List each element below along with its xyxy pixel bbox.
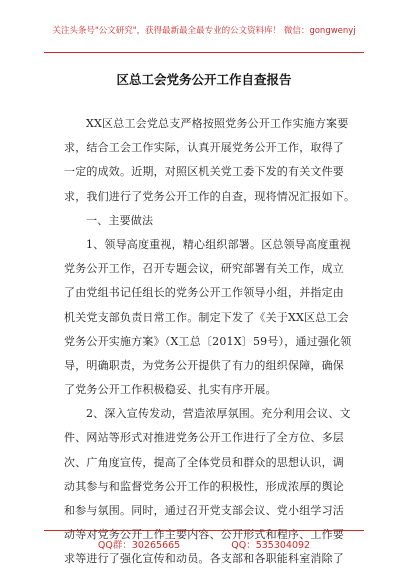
footer-qq-contact: QQ：535304092: [231, 540, 311, 551]
body-line: 件、网站等形式对推进党务公开工作进行了全方位、多层: [64, 431, 344, 445]
body-line: 了党务公开工作积极稳妥、扎实有序开展。: [64, 383, 277, 397]
footer-divider: [44, 530, 364, 531]
header-banner: [0, 0, 408, 58]
body-line: 导，明确职责，为党务公开提供了有力的组织保障，确保: [64, 358, 344, 372]
body-line: 党务公开工作，召开专题会议，研究部署有关工作，成立: [64, 262, 344, 276]
section-heading: 一、主要做法: [86, 213, 154, 227]
body-line: 2、深入宣传发动，营造浓厚氛围。充分利用会议、文: [86, 407, 351, 421]
body-line: XX区总工会党总支严格按照党务公开工作实施方案要: [86, 117, 349, 130]
document-body: [64, 112, 356, 572]
body-line: 求，结合工会工作实际，认真开展党务公开工作，取得了: [64, 141, 344, 155]
body-line: 一定的成效。近期，对照区机关党工委下发的有关文件要: [64, 165, 344, 179]
body-line: 党务公开实施方案》（X工总〔201X〕59号），通过强化领: [64, 334, 352, 348]
header-divider: [44, 52, 364, 53]
page-title: 区总工会党务公开工作自查报告: [116, 72, 292, 87]
body-line: 了由党组书记任组长的党务公开工作领导小组，并指定由: [64, 286, 344, 300]
header-banner-text: 关注头条号"公文研究"，获得最新最全最专业的公文资料库！ 微信：gongwenyj: [52, 26, 356, 36]
body-line: 动其参与和监督党务公开工作的积极性，形成浓厚的舆论: [64, 479, 344, 493]
body-line: 1、领导高度重视，精心组织部署。区总领导高度重视: [86, 237, 351, 251]
body-line: 求，我们进行了党务公开工作的自查，现将情况汇报如下。: [64, 189, 356, 203]
body-line: 求等进行了强化宣传和动员。各支部和各职能科室消除了: [64, 552, 344, 566]
body-line: 机关党支部负责日常工作。制定下发了《关于XX区总工会: [64, 310, 349, 324]
body-line: 次、广角度宣传，提高了全体党员和群众的思想认识，调: [64, 455, 344, 469]
footer-qq-group: QQ群：30265665: [97, 540, 181, 551]
body-line: 和参与氛围。同时，通过召开党支部会议、党小组学习活: [64, 504, 344, 517]
body-line: 动等对党务公开工作主要内容、公开形式和程序、工作要: [64, 528, 344, 542]
footer: [0, 537, 408, 551]
